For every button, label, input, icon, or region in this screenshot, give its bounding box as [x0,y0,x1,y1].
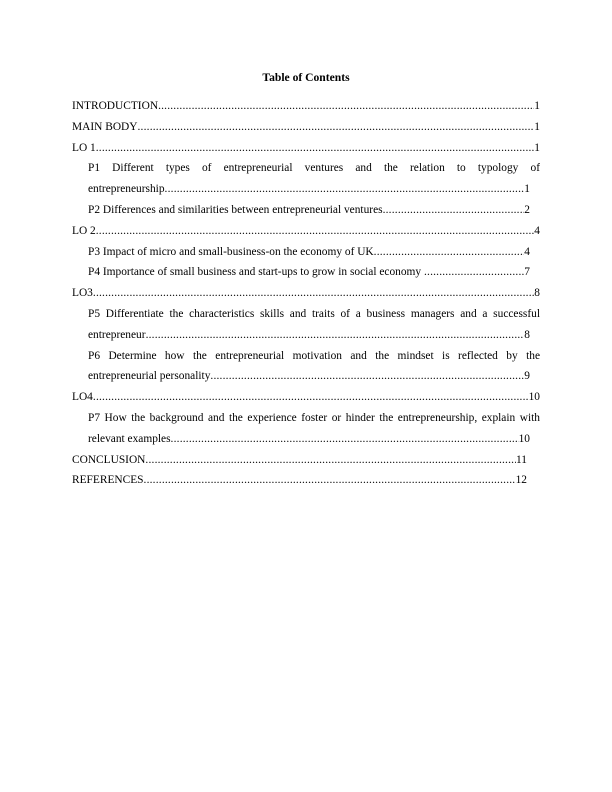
dot-leader [424,262,524,283]
toc-entry-lo4[interactable] [72,387,540,408]
toc-entry-references[interactable] [72,470,540,491]
dot-leader [210,366,524,387]
dot-leader [146,325,525,346]
toc-entry-first-line: P5 Differentiate the characteristics skills and traits of a business managers and a successful [88,307,540,320]
toc-page-number: 1 [534,100,540,112]
toc-page-number: 10 [518,432,530,445]
toc-entry-p1[interactable] [88,158,540,200]
toc-entry-p3[interactable] [88,242,540,263]
dot-leader [138,117,535,138]
toc-entry-text: REFERENCES [72,474,144,487]
toc-entry-text: P4 Importance of small business and start-ups to grow in social economy [88,266,424,279]
toc-page-number: 10 [528,391,540,404]
toc-entry-text: LO3 [72,287,93,300]
toc-entry-text: CONCLUSION [72,453,146,466]
toc-list [72,96,540,491]
toc-entry-text: P3 Impact of micro and small-business-on the economy of UK [88,245,374,258]
dot-leader [158,96,534,117]
dot-leader [93,283,534,304]
toc-entry-conclusion[interactable] [72,450,540,471]
toc-entry-text: LO 2 [72,224,96,237]
dot-leader [145,450,516,471]
toc-entry-p2[interactable] [88,200,540,221]
toc-page-number: 8 [524,328,530,341]
toc-title: Table of Contents [262,71,350,84]
toc-entry-p7[interactable] [88,408,540,450]
toc-entry-text: entrepreneurship [88,183,165,196]
toc-entry-text: entrepreneur [88,328,146,341]
toc-entry-p5[interactable] [88,304,540,346]
dot-leader [96,221,535,242]
toc-entry-lo3[interactable] [72,283,540,304]
toc-entry-lo1[interactable] [72,138,540,159]
toc-entry-text: entrepreneurial personality [88,370,211,383]
toc-entry-text: INTRODUCTION [72,100,159,112]
toc-entry-text: relevant examples [88,432,171,445]
toc-page-number: 9 [524,370,530,383]
toc-entry-text: LO4 [72,391,93,404]
toc-page-number: 12 [515,474,527,487]
dot-leader [383,200,525,221]
dot-leader [93,387,529,408]
dot-leader [165,179,525,200]
toc-entry-p6[interactable] [88,346,540,388]
toc-page-number: 4 [534,224,540,237]
toc-page-number: 1 [524,183,530,196]
toc-entry-p4[interactable] [88,262,540,283]
toc-entry-introduction[interactable] [72,96,540,117]
dot-leader [374,242,525,263]
toc-page-number: 4 [524,245,530,258]
dot-leader [144,470,516,491]
toc-entry-first-line: P7 How the background and the experience foster or hinder the entrepreneurship, explain with [88,411,540,424]
toc-page-number: 7 [524,266,530,279]
toc-entry-lo2[interactable] [72,221,540,242]
toc-entry-main-body[interactable] [72,117,540,138]
toc-entry-text: MAIN BODY [72,120,138,133]
toc-page-number: 11 [516,453,527,466]
toc-entry-text: P2 Differences and similarities between entrepreneurial ventures [88,203,383,216]
toc-entry-first-line: P1 Different types of entrepreneurial ventures and the relation to typology of [88,162,540,175]
toc-page-number: 2 [524,203,530,216]
toc-entry-text: LO 1 [72,141,96,154]
dot-leader [96,138,535,159]
toc-page-number: 1 [534,141,540,154]
dot-leader [171,429,519,450]
toc-entry-first-line: P6 Determine how the entrepreneurial motivation and the mindset is reflected by the [88,349,540,362]
toc-page-number: 1 [534,120,540,133]
toc-page-number: 8 [534,287,540,300]
